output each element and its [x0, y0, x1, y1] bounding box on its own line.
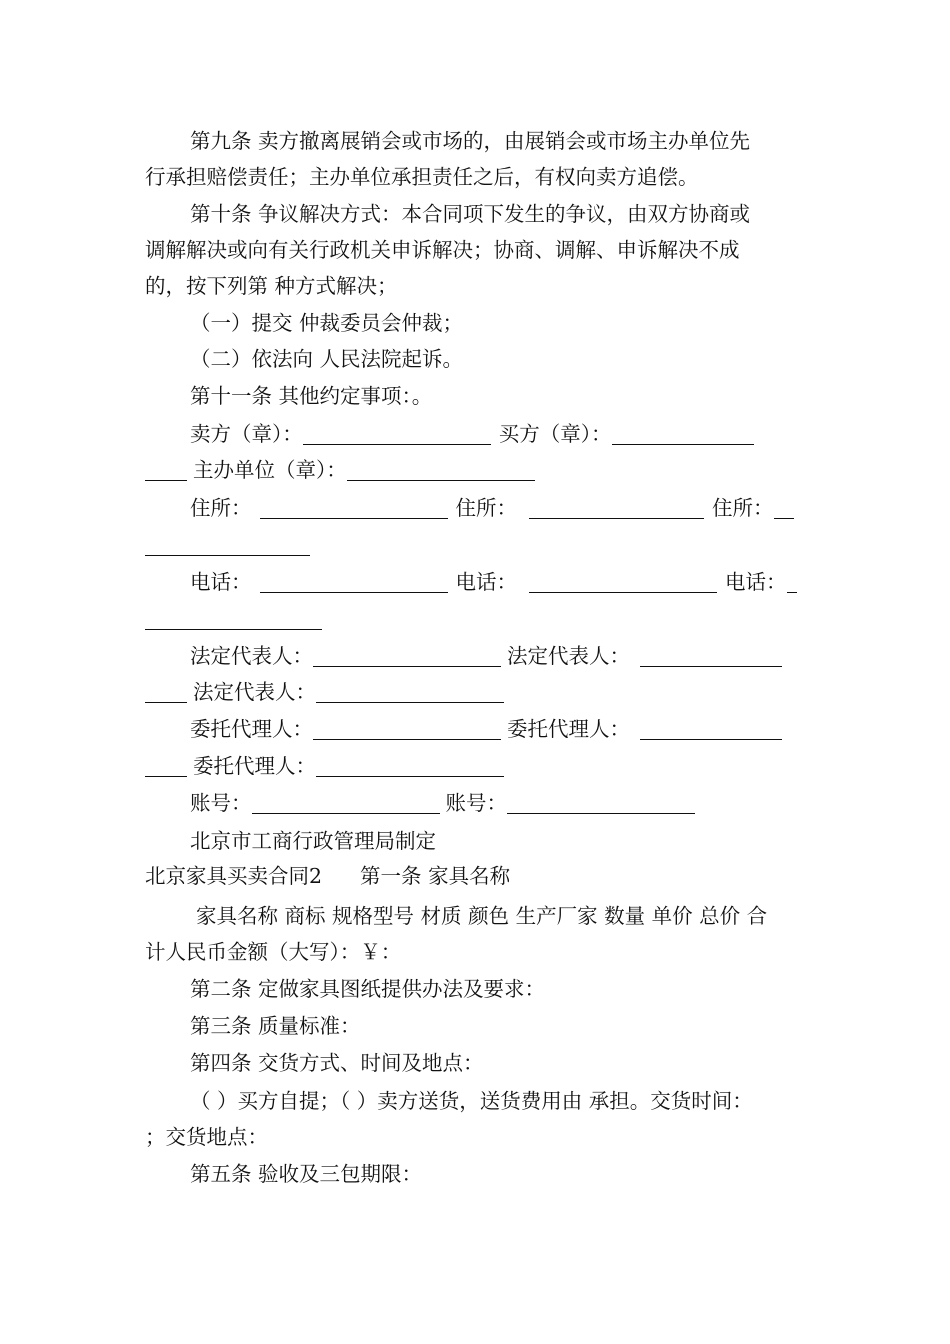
article-11-line: 第十一条 其他约定事项：。 [190, 384, 433, 408]
doc2-title: 北京家具买卖合同2 [145, 864, 323, 888]
seller-legal-rep-label: 法定代表人： [190, 644, 313, 668]
article-10-line-3: 的，按下列第 种方式解决； [145, 274, 398, 298]
host-address-blank [774, 496, 794, 519]
host-phone-label: 电话： [725, 570, 787, 594]
host-phone-blank-cont [145, 607, 322, 630]
buyer-address-blank [529, 496, 704, 519]
delivery-line-1: （ ）买方自提；（ ）卖方送货，送货费用由 承担。交货时间： [190, 1089, 753, 1113]
buyer-address-label: 住所： [455, 496, 517, 520]
article-10-line-1: 第十条 争议解决方式：本合同项下发生的争议，由双方协商或 [190, 202, 751, 226]
doc2-article-3: 第三条 质量标准： [190, 1014, 361, 1038]
legal-rep-row-2 [145, 674, 950, 710]
seller-agent-label: 委托代理人： [190, 717, 313, 741]
legal-rep-row-1 [190, 638, 950, 674]
doc2-article-5: 第五条 验收及三包期限： [190, 1162, 423, 1186]
buyer-agent-label: 委托代理人： [507, 717, 630, 741]
seller-seal-label: 卖方（章）： [190, 422, 303, 446]
buyer-agent-blank-cont [145, 754, 187, 777]
host-address-blank-cont [145, 533, 310, 556]
host-phone-blank [787, 570, 797, 593]
host-seal-blank [347, 458, 535, 481]
host-legal-rep-label: 法定代表人： [193, 680, 316, 704]
buyer-seal-label: 买方（章）： [498, 422, 612, 446]
article-9-line-1: 第九条 卖方撤离展销会或市场的，由展销会或市场主办单位先 [190, 129, 751, 153]
account-row [190, 785, 950, 821]
option-2-line: （二）依法向 人民法院起诉。 [190, 347, 464, 371]
furniture-table-header: 家具名称 商标 规格型号 材质 颜色 生产厂家 数量 单价 总价 合 [196, 904, 768, 928]
host-seal-label: 主办单位（章）： [193, 458, 347, 482]
address-row-1 [190, 490, 950, 526]
seller-address-label: 住所： [190, 496, 252, 520]
seal-row-2 [145, 452, 950, 488]
address-row-2 [145, 527, 950, 563]
agent-row-2 [145, 748, 950, 784]
seller-phone-label: 电话： [190, 570, 252, 594]
delivery-line-2: ；交货地点： [145, 1125, 268, 1149]
agent-row-1 [190, 711, 950, 747]
doc2-article-2: 第二条 定做家具图纸提供办法及要求： [190, 977, 546, 1001]
article-10-line-2: 调解解决或向有关行政机关申诉解决；协商、调解、申诉解决不成 [145, 238, 740, 262]
host-address-label: 住所： [712, 496, 774, 520]
seller-seal-blank [303, 422, 491, 445]
buyer-seal-blank [612, 422, 754, 445]
buyer-phone-blank [529, 570, 717, 593]
seal-row-1 [190, 416, 950, 452]
buyer-legal-rep-label: 法定代表人： [507, 644, 630, 668]
buyer-account-label: 账号： [445, 791, 507, 815]
phone-row-2 [145, 601, 950, 637]
seller-agent-blank [313, 717, 501, 740]
seller-phone-blank [260, 570, 448, 593]
seller-address-blank [260, 496, 448, 519]
doc2-title-line [145, 858, 950, 894]
phone-row-1 [190, 564, 950, 600]
doc2-article-4: 第四条 交货方式、时间及地点： [190, 1051, 484, 1075]
issuer-line: 北京市工商行政管理局制定 [190, 829, 436, 853]
buyer-agent-blank [640, 717, 782, 740]
buyer-legal-rep-blank-cont [145, 680, 187, 703]
seller-account-label: 账号： [190, 791, 252, 815]
buyer-seal-blank-cont [145, 458, 187, 481]
article-9-line-2: 行承担赔偿责任；主办单位承担责任之后，有权向卖方追偿。 [145, 165, 699, 189]
host-agent-label: 委托代理人： [193, 754, 316, 778]
seller-account-blank [252, 791, 440, 814]
buyer-phone-label: 电话： [455, 570, 517, 594]
host-legal-rep-blank [316, 680, 504, 703]
host-agent-blank [316, 754, 504, 777]
seller-legal-rep-blank [313, 644, 501, 667]
buyer-legal-rep-blank [640, 644, 782, 667]
total-amount-line: 计人民币金额（大写）：￥： [145, 940, 402, 964]
option-1-line: （一）提交 仲裁委员会仲裁； [190, 311, 464, 335]
doc2-article-1: 第一条 家具名称 [360, 864, 511, 888]
buyer-account-blank [507, 791, 695, 814]
